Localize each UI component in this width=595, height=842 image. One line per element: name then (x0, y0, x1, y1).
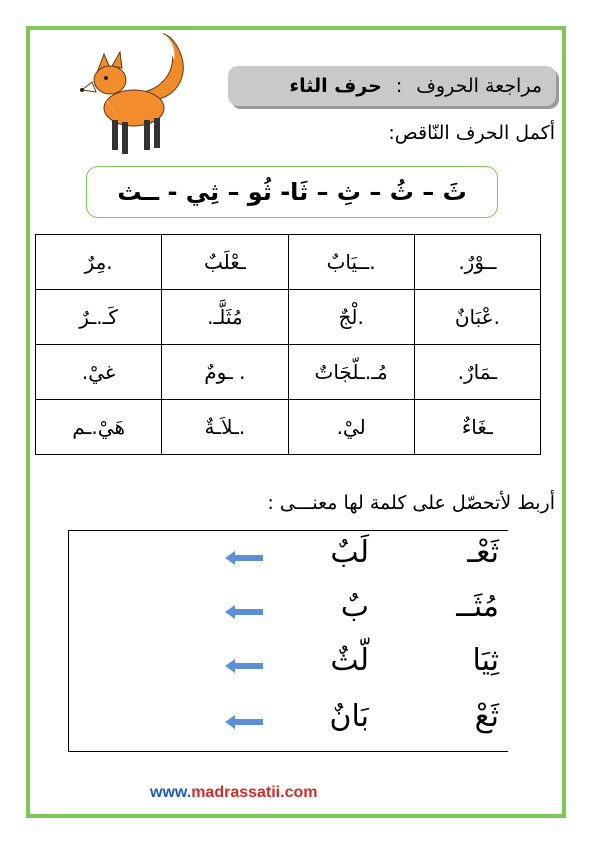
table-cell: ليْ. (288, 400, 414, 455)
table-row (36, 290, 541, 345)
letters-sequence: ثَ – ثُ – ثِ – ثَا- ثُو – ثِي - ــث (117, 178, 467, 206)
match-left-word: مُثَــ (456, 589, 499, 624)
footer-prefix: www. (150, 784, 192, 801)
arrow-left-icon (225, 715, 263, 729)
match-right-word: بٌ (340, 589, 369, 624)
table-cell: .عْبَانٌ (414, 290, 540, 345)
matching-box (68, 530, 508, 752)
exercise1-instruction: أكمل الحرف النّاقص: (388, 122, 555, 144)
match-row (69, 585, 509, 635)
fox-illustration (78, 30, 198, 162)
table-cell: مُثَلَّـ. (162, 290, 288, 345)
title-box (228, 66, 556, 106)
match-right-word: لَبٌ (330, 535, 369, 570)
table-row (36, 400, 541, 455)
arrow-left-icon (225, 659, 263, 673)
title-prefix: مراجعة الحروف (416, 75, 542, 97)
table-cell: . ـومٌ (162, 345, 288, 400)
table-cell: هَيْ.ـم (36, 400, 162, 455)
table-cell: .ــيَابٌ (288, 235, 414, 290)
table-cell: ـغَاءٌ (414, 400, 540, 455)
table-cell: ـعْلَبٌ (162, 235, 288, 290)
title-colon: : (395, 75, 403, 97)
arrow-left-icon (225, 605, 263, 619)
match-row (69, 695, 509, 745)
match-left-word: ثَعْـ (467, 535, 499, 570)
footer-site: madrassatii.com (191, 784, 318, 801)
letters-box (86, 166, 498, 218)
arrow-left-icon (225, 551, 263, 565)
table-row (36, 345, 541, 400)
table-cell: .مِرٌ (36, 235, 162, 290)
match-row (69, 639, 509, 689)
match-left-word: ثَعْ (474, 699, 499, 734)
table-cell: كَـ.ـرٌ (36, 290, 162, 345)
website-footer (150, 784, 370, 808)
match-right-word: لّثٌ (330, 643, 369, 678)
match-left-word: ثِيَا (472, 643, 499, 678)
table-cell: ــوْرٌ. (414, 235, 540, 290)
table-cell: مُـ.ـلّجَاتٌ (288, 345, 414, 400)
match-right-word: بَانٌ (329, 699, 369, 734)
table-cell: .ـلاَـةٌ (162, 400, 288, 455)
match-row (69, 531, 509, 581)
table-row (36, 235, 541, 290)
table-cell: .لْجٌ (288, 290, 414, 345)
table-cell: ـمَارٌ. (414, 345, 540, 400)
table-cell: غيْ. (36, 345, 162, 400)
title-letter: حرف الثاء (289, 75, 382, 97)
exercise2-instruction: أربط لأتحصّل على كلمة لها معنـــى : (267, 492, 555, 514)
fill-table (35, 234, 541, 455)
